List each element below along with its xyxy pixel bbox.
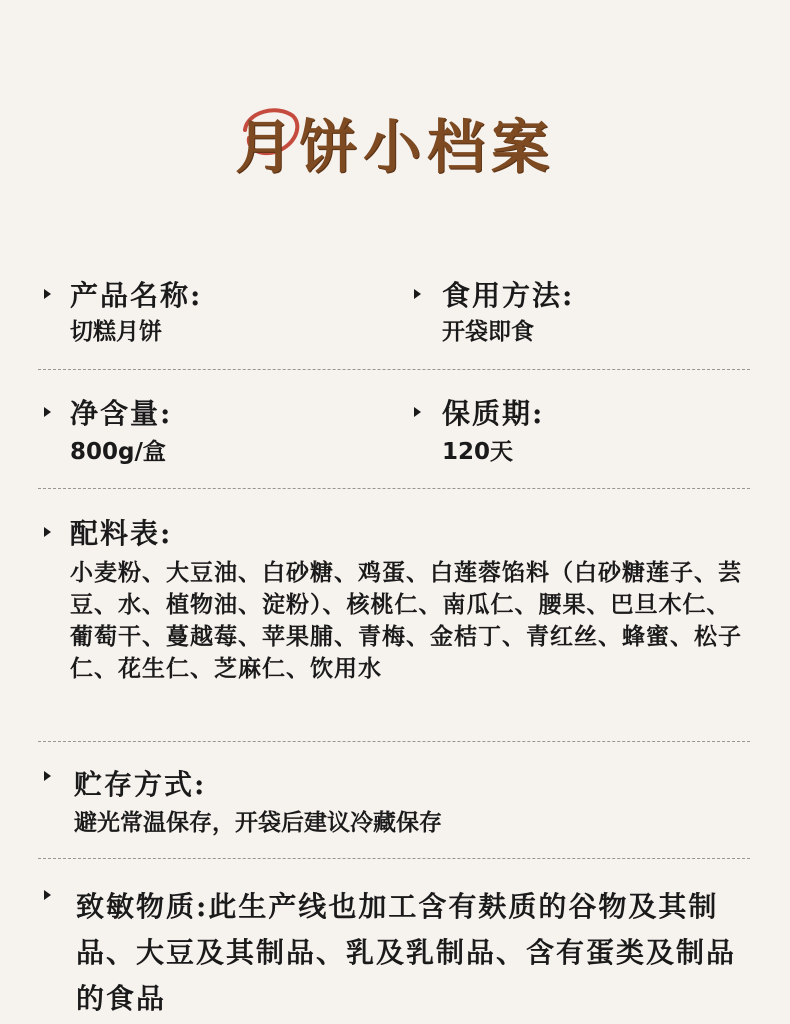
page-title: 月饼小档案 [234, 113, 555, 181]
storage-label: 贮存方式: [74, 768, 207, 801]
shelf-life-label: 保质期: [442, 397, 545, 430]
allergen-statement: 致敏物质:此生产线也加工含有麸质的谷物及其制品、大豆及其制品、乳及乳制品、含有蛋类及制品的食品 [76, 890, 737, 1015]
section-divider [38, 369, 750, 370]
product-name-value: 切糕月饼 [70, 319, 162, 345]
ingredients-value: 小麦粉、大豆油、白砂糖、鸡蛋、白莲蓉馅料（白砂糖莲子、芸豆、水、植物油、淀粉）、核桃仁、南瓜仁、腰果、巴旦木仁、葡萄干、蔓越莓、苹果脯、青梅、金桔丁、青红丝、蜂蜜、松子仁、花生仁、芝麻仁、饮用水 [70, 560, 742, 682]
section-divider [38, 741, 750, 742]
bullet-marker-icon [44, 289, 51, 299]
section-divider [38, 858, 750, 859]
usage-value: 开袋即食 [442, 319, 534, 345]
storage-value: 避光常温保存，开袋后建议冷藏保存 [74, 810, 442, 836]
net-content-label: 净含量: [70, 397, 173, 430]
net-content-value: 800g/盒 [70, 439, 166, 465]
bullet-marker-icon [44, 407, 51, 417]
shelf-life-value: 120天 [442, 439, 514, 465]
bullet-marker-icon [44, 890, 51, 900]
section-divider [38, 488, 750, 489]
bullet-marker-icon [414, 407, 421, 417]
usage-label: 食用方法: [442, 279, 575, 312]
product-name-label: 产品名称: [70, 279, 203, 312]
title-area [0, 88, 790, 198]
bullet-marker-icon [44, 527, 51, 537]
bullet-marker-icon [414, 289, 421, 299]
ingredients-label: 配料表: [70, 517, 173, 550]
bullet-marker-icon [44, 771, 51, 781]
